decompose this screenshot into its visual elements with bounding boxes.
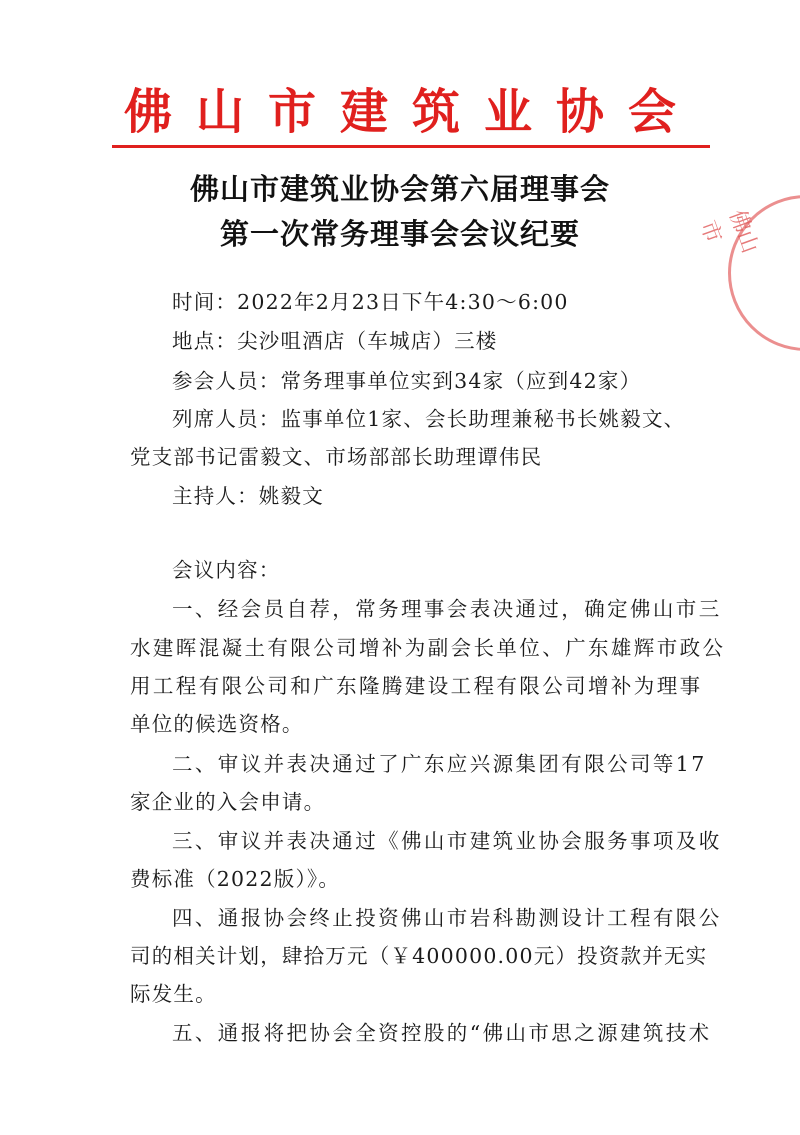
meeting-observers-line2: 党支部书记雷毅文、市场部部长助理谭伟民: [130, 445, 543, 469]
meeting-host: 主持人：姚毅文: [172, 484, 324, 508]
content-heading: 会议内容：: [172, 558, 281, 582]
document-title-line1: 佛山市建筑业协会第六届理事会: [189, 172, 610, 206]
letterhead-org-name: 佛山市建筑业协会: [123, 84, 700, 140]
meeting-time: 时间：2022年2月23日下午4:30～6:00: [172, 290, 569, 314]
paragraph-5-line1: 五、通报将把协会全资控股的“佛山市思之源建筑技术: [172, 1021, 712, 1045]
paragraph-2-line1: 二、审议并表决通过了广东应兴源集团有限公司等17: [172, 752, 707, 776]
paragraph-4-line2: 司的相关计划，肆拾万元（￥400000.00元）投资款并无实: [130, 944, 708, 968]
paragraph-1-line1: 一、经会员自荐，常务理事会表决通过，确定佛山市三: [172, 597, 722, 621]
meeting-attendees: 参会人员：常务理事单位实到34家（应到42家）: [172, 369, 642, 393]
paragraph-1-line4: 单位的候选资格。: [130, 712, 304, 736]
letterhead-red-rule: [112, 145, 710, 148]
paragraph-4-line3: 际发生。: [130, 982, 217, 1006]
paragraph-2-line2: 家企业的入会申请。: [130, 790, 326, 814]
official-seal-text: 佛山市: [694, 206, 763, 257]
paragraph-1-line2: 水建晖混凝土有限公司增补为副会长单位、广东雄辉市政公: [130, 636, 726, 660]
meeting-observers-line1: 列席人员：监事单位1家、会长助理兼秘书长姚毅文、: [172, 407, 686, 431]
meeting-place: 地点：尖沙咀酒店（车城店）三楼: [172, 329, 498, 353]
paragraph-3-line2: 费标准（2022版）》。: [130, 867, 341, 891]
paragraph-3-line1: 三、审议并表决通过《佛山市建筑业协会服务事项及收: [172, 829, 722, 853]
paragraph-4-line1: 四、通报协会终止投资佛山市岩科勘测设计工程有限公: [172, 906, 722, 930]
paragraph-1-line3: 用工程有限公司和广东隆腾建设工程有限公司增补为理事: [130, 674, 703, 698]
document-title-line2: 第一次常务理事会会议纪要: [219, 217, 580, 251]
